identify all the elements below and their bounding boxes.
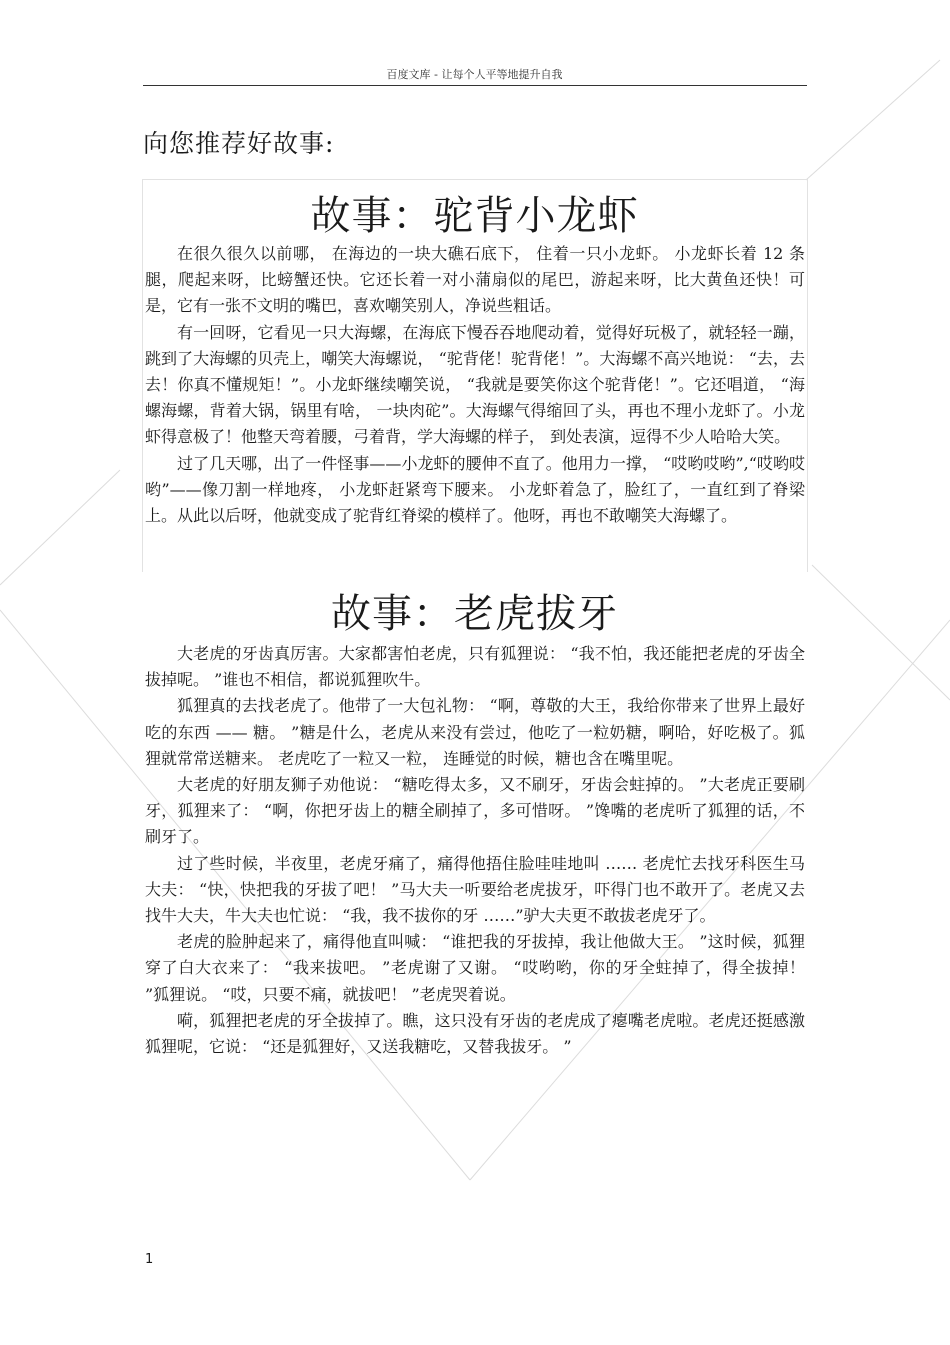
- page-number: 1: [145, 1252, 154, 1267]
- header-divider: [143, 85, 807, 86]
- story-body-1: [145, 241, 805, 529]
- story-paragraph: 过了些时候，半夜里，老虎牙痛了，痛得他捂住脸哇哇地叫 …… 老虎忙去找牙科医生马大夫： “快，快把我的牙拔了吧！ ”马大夫一听要给老虎拔牙，吓得门也不敢开了。老虎又去找牛大夫，牛大夫也忙说： “我，我不拔你的牙 ……”驴大夫更不敢拔老虎牙了。: [145, 853, 805, 926]
- story-paragraph: 过了几天哪，出了一件怪事——小龙虾的腰伸不直了。他用力一撑， “哎哟哎哟”,“哎哟哎哟”——像刀割一样地疼， 小龙虾赶紧弯下腰来。 小龙虾着急了，脸红了，一直红到了脊梁上。从此以后呀，他就变成了驼背红脊梁的模样了。他呀，再也不敢嘲笑大海螺了。: [145, 453, 805, 526]
- page-header: 百度文库 - 让每个人平等地提升自我: [386, 68, 563, 81]
- story-paragraph: 大老虎的牙齿真厉害。大家都害怕老虎，只有狐狸说： “我不怕，我还能把老虎的牙齿全拔掉呢。 ”谁也不相信，都说狐狸吹牛。: [145, 644, 805, 690]
- story-paragraph: 大老虎的好朋友狮子劝他说： “糖吃得太多，又不刷牙，牙齿会蛀掉的。 ”大老虎正要刷牙，狐狸来了： “啊，你把牙齿上的糖全刷掉了，多可惜呀。 ”馋嘴的老虎听了狐狸的话，不刷牙了。: [145, 775, 805, 847]
- story-paragraph: 老虎的脸肿起来了，痛得他直叫喊： “谁把我的牙拔掉，我让他做大王。 ”这时候，狐狸穿了白大衣来了： “我来拔吧。 ”老虎谢了又谢。 “哎哟哟，你的牙全蛀掉了，得全拔掉！ ”狐狸说。 “哎，只要不痛，就拔吧！ ”老虎哭着说。: [145, 932, 805, 1004]
- story-title-1: 故事：驼背小龙虾: [310, 193, 639, 239]
- story-paragraph: 有一回呀，它看见一只大海螺，在海底下慢吞吞地爬动着，觉得好玩极了，就轻轻一蹦，跳到了大海螺的贝壳上，嘲笑大海螺说， “驼背佬！驼背佬！”。大海螺不高兴地说： “去，去去！你真不懂规矩！”。小龙虾继续嘲笑说， “我就是要笑你这个驼背佬！”。它还唱道， “海螺海螺，背着大锅，锅里有啥， 一块肉砣”。大海螺气得缩回了头，再也不理小龙虾了。小龙虾得意极了！他整天弯着腰，弓着背，学大海螺的样子， 到处表演，逗得不少人哈哈大笑。: [145, 322, 805, 447]
- story-paragraph: 在很久很久以前哪， 在海边的一块大礁石底下， 住着一只小龙虾。 小龙虾长着 12 条腿，爬起来呀，比螃蟹还快。它还长着一对小蒲扇似的尾巴，游起来呀，比大黄鱼还快！可是，它有一张不文明的嘴巴，喜欢嘲笑别人，净说些粗话。: [145, 244, 805, 316]
- intro-heading: 向您推荐好故事:: [143, 129, 335, 158]
- story-paragraph: 狐狸真的去找老虎了。他带了一大包礼物： “啊，尊敬的大王，我给你带来了世界上最好吃的东西 —— 糖。 ”糖是什么，老虎从来没有尝过，他吃了一粒奶糖，啊哈，好吃极了。狐狸就常常送糖来。 老虎吃了一粒又一粒， 连睡觉的时候，糖也含在嘴里呢。: [145, 696, 805, 768]
- story-paragraph: 嗬，狐狸把老虎的牙全拔掉了。瞧，这只没有牙齿的老虎成了瘪嘴老虎啦。老虎还挺感激狐狸呢，它说： “还是狐狸好，又送我糖吃，又替我拔牙。 ”: [145, 1010, 805, 1057]
- story-title-2: 故事：老虎拔牙: [331, 591, 618, 637]
- story-body-2: [145, 641, 805, 1060]
